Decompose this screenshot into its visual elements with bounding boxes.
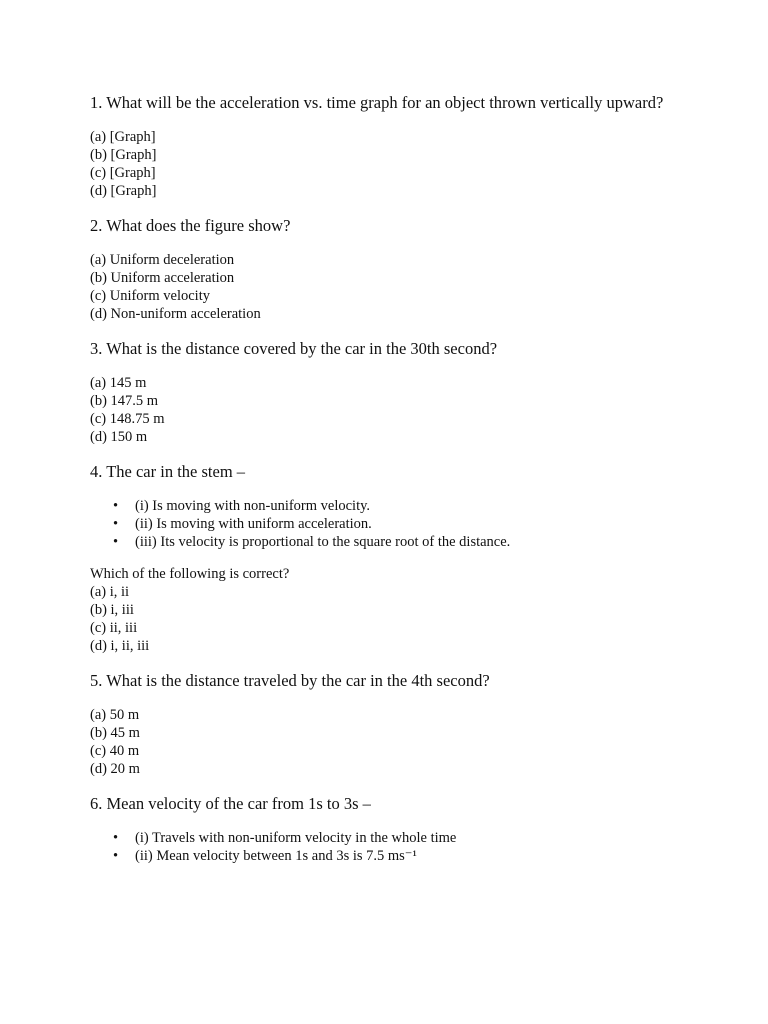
option-d: (d) i, ii, iii [90,638,150,654]
bullet-icon: • [113,498,119,514]
question-2 [90,215,708,323]
statement-iii [113,533,708,551]
option-b: (b) 45 m [90,725,140,741]
statement-i [113,829,708,847]
question-5 [90,670,708,778]
question-6 [90,793,708,865]
question-4-prompt: Which of the following is correct? [90,566,290,582]
question-1 [90,92,708,200]
bullet-icon: • [113,830,119,846]
statement-i [113,497,708,515]
option-d: (d) 20 m [90,761,140,777]
bullet-icon: • [113,848,119,864]
question-1-title: 1. What will be the acceleration vs. time graph for an object thrown vertically upward? [90,93,664,112]
option-d: (d) 150 m [90,429,148,445]
question-2-options [90,251,708,323]
option-c: (c) [Graph] [90,165,156,181]
question-4-title: 4. The car in the stem – [90,462,246,481]
option-d: (d) [Graph] [90,183,157,199]
option-c: (c) Uniform velocity [90,288,210,304]
question-1-options [90,128,708,200]
option-c: (c) ii, iii [90,620,138,636]
option-a: (a) 145 m [90,375,147,391]
bullet-icon: • [113,516,119,532]
question-3-title: 3. What is the distance covered by the car in the 30th second? [90,339,498,358]
option-d: (d) Non-uniform acceleration [90,306,261,322]
option-c: (c) 40 m [90,743,140,759]
statement-text: (i) Is moving with non-uniform velocity. [135,498,371,514]
question-4 [90,461,708,655]
statement-ii [113,847,708,865]
question-6-statements [90,829,708,865]
question-5-options [90,706,708,778]
statement-text: (iii) Its velocity is proportional to the square root of the distance. [135,534,511,550]
question-3 [90,338,708,446]
option-a: (a) Uniform deceleration [90,252,235,268]
option-c: (c) 148.75 m [90,411,165,427]
option-b: (b) [Graph] [90,147,157,163]
question-6-title: 6. Mean velocity of the car from 1s to 3s – [90,794,371,813]
question-2-title: 2. What does the figure show? [90,216,291,235]
question-4-options [90,583,708,655]
statement-ii [113,515,708,533]
question-5-title: 5. What is the distance traveled by the car in the 4th second? [90,671,490,690]
question-4-statements [90,497,708,551]
option-a: (a) i, ii [90,584,130,600]
option-a: (a) 50 m [90,707,140,723]
question-3-options [90,374,708,446]
option-b: (b) i, iii [90,602,134,618]
statement-text: (ii) Is moving with uniform acceleration. [135,516,372,532]
statement-text: (ii) Mean velocity between 1s and 3s is 7.5 ms⁻¹ [135,848,417,864]
option-a: (a) [Graph] [90,129,156,145]
bullet-icon: • [113,534,119,550]
option-b: (b) Uniform acceleration [90,270,235,286]
statement-text: (i) Travels with non-uniform velocity in the whole time [135,830,457,846]
option-b: (b) 147.5 m [90,393,159,409]
